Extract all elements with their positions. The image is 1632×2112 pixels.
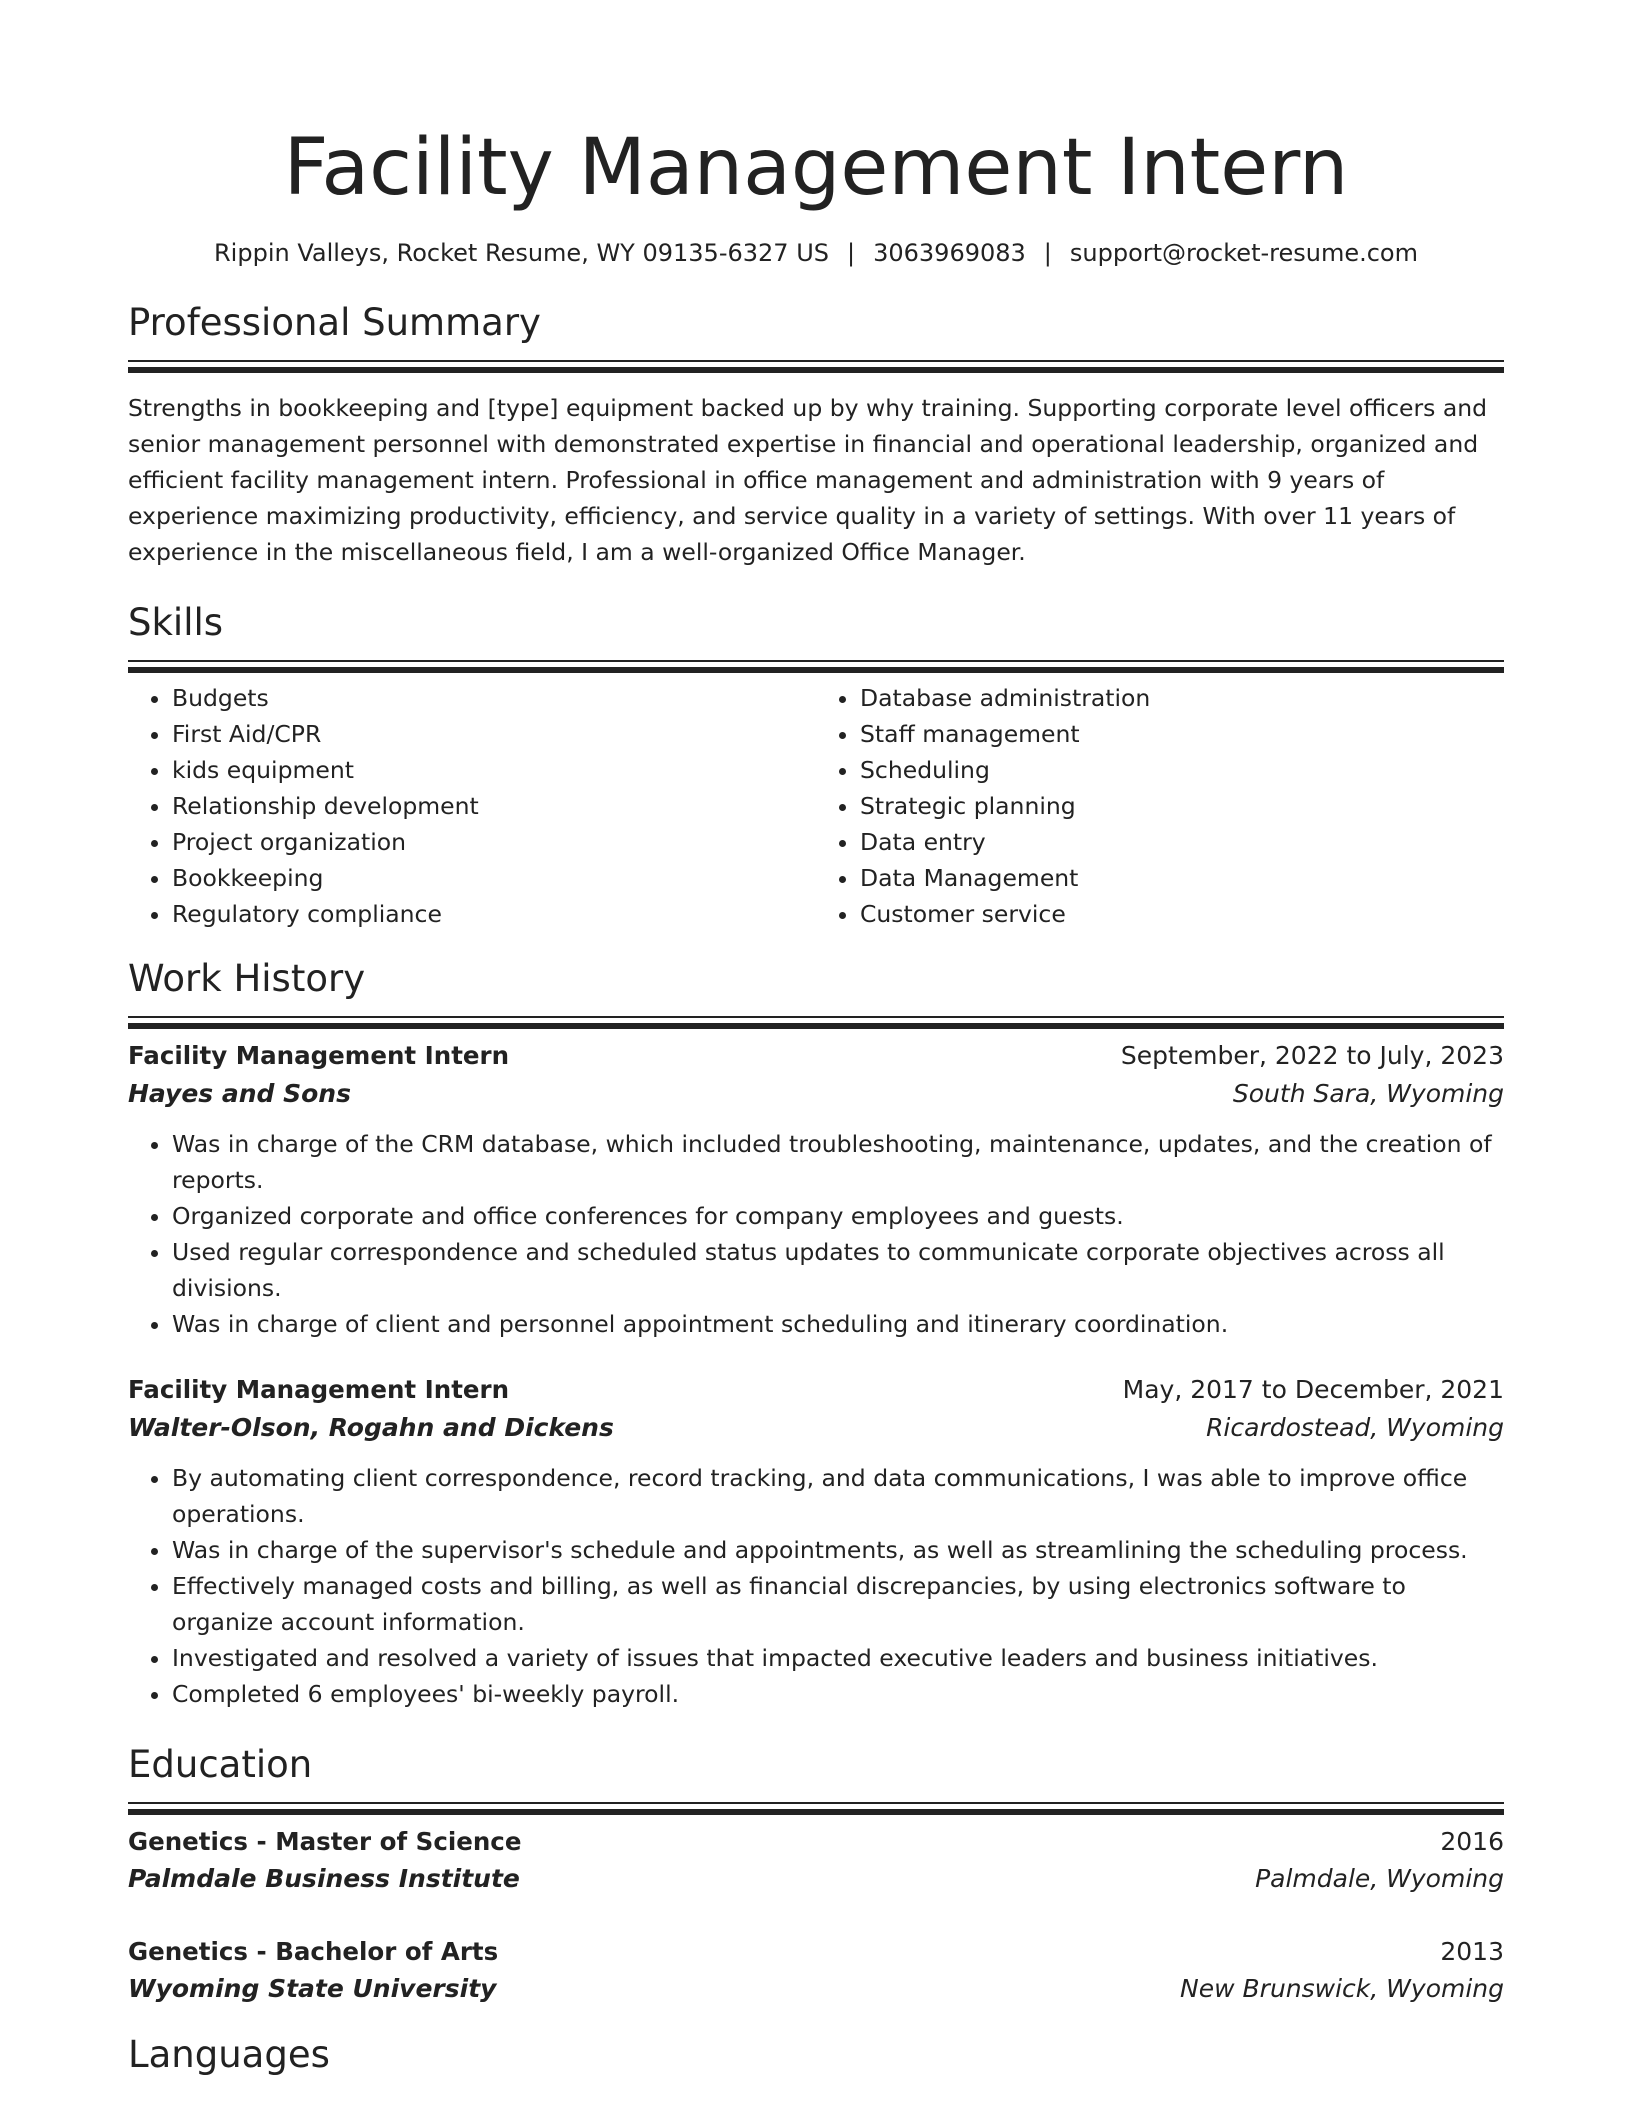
job-subheader bbox=[128, 1074, 1504, 1114]
section-divider bbox=[128, 1802, 1504, 1804]
contact-phone: 3063969083 bbox=[873, 239, 1026, 267]
contact-separator: | bbox=[1043, 239, 1052, 267]
job-location: Ricardostead, Wyoming bbox=[1206, 1413, 1504, 1442]
education-entry bbox=[128, 1934, 1504, 2008]
work-section bbox=[128, 954, 1504, 1712]
job-company: Hayes and Sons bbox=[128, 1079, 351, 1108]
education-location: Palmdale, Wyoming bbox=[1255, 1864, 1504, 1893]
skill-item: • Bookkeeping bbox=[172, 860, 816, 896]
skill-item: • Regulatory compliance bbox=[172, 896, 816, 932]
job-subheader bbox=[128, 1408, 1504, 1448]
education-location: New Brunswick, Wyoming bbox=[1180, 1974, 1504, 2003]
duty-item: • Effectively managed costs and billing, as well as financial discrepancies, by using electronics software to organize account information. bbox=[172, 1568, 1504, 1640]
summary-text: Strengths in bookkeeping and [type] equipment backed up by why training. Supporting corporate level officers and senior management personnel with demonstrated expertise in financial and operational leadership, organized and efficient facility management intern. Professional in office management and administration with 9 years of experience maximizing productivity, efficiency, and service quality in a variety of settings. With over 11 years of experience in the miscellaneous field, I am a well-organized Office Manager. bbox=[128, 394, 1488, 566]
summary-heading: Professional Summary bbox=[128, 301, 541, 344]
skills-heading: Skills bbox=[128, 601, 224, 644]
job-dates: September, 2022 to July, 2023 bbox=[1120, 1041, 1504, 1070]
skill-item: • Project organization bbox=[172, 824, 816, 860]
job-duties bbox=[128, 1126, 1504, 1342]
job-dates: May, 2017 to December, 2021 bbox=[1122, 1375, 1504, 1404]
duty-item: • Used regular correspondence and scheduled status updates to communicate corporate objectives across all divisions. bbox=[172, 1234, 1504, 1306]
skills-list-left bbox=[128, 680, 816, 932]
job-company: Walter-Olson, Rogahn and Dickens bbox=[128, 1413, 614, 1442]
skills-list-right bbox=[816, 680, 1504, 932]
education-section bbox=[128, 1740, 1504, 2008]
duty-item: • Was in charge of the CRM database, which included troubleshooting, maintenance, updates, and the creation of reports. bbox=[172, 1126, 1504, 1198]
education-year: 2013 bbox=[1440, 1937, 1504, 1966]
education-heading: Education bbox=[128, 1743, 313, 1786]
skills-columns bbox=[128, 680, 1504, 932]
duty-item: • By automating client correspondence, record tracking, and data communications, I was able to improve office operations. bbox=[172, 1460, 1504, 1532]
education-entry bbox=[128, 1824, 1504, 1898]
candidate-name: Facility Management Intern bbox=[283, 123, 1349, 213]
skill-item: • Customer service bbox=[860, 896, 1504, 932]
job-header bbox=[128, 1372, 1504, 1408]
education-subheader bbox=[128, 1970, 1504, 2008]
education-degree: Genetics - Master of Science bbox=[128, 1827, 522, 1856]
education-header bbox=[128, 1934, 1504, 1970]
section-divider bbox=[128, 660, 1504, 662]
skill-item: • Data entry bbox=[860, 824, 1504, 860]
contact-line bbox=[128, 238, 1504, 268]
duty-item: • Was in charge of client and personnel appointment scheduling and itinerary coordination. bbox=[172, 1306, 1504, 1342]
job-duties bbox=[128, 1460, 1504, 1712]
contact-address: Rippin Valleys, Rocket Resume, WY 09135-6327 US bbox=[214, 239, 829, 267]
skill-item: • Relationship development bbox=[172, 788, 816, 824]
languages-section bbox=[128, 2030, 1504, 2080]
skill-item: • Budgets bbox=[172, 680, 816, 716]
languages-heading: Languages bbox=[128, 2033, 330, 2076]
duty-item: • Organized corporate and office conferences for company employees and guests. bbox=[172, 1198, 1504, 1234]
education-header bbox=[128, 1824, 1504, 1860]
job-entry bbox=[128, 1038, 1504, 1342]
education-year: 2016 bbox=[1440, 1827, 1504, 1856]
job-entry bbox=[128, 1372, 1504, 1712]
section-divider bbox=[128, 360, 1504, 362]
skill-item: • Data Management bbox=[860, 860, 1504, 896]
education-school: Palmdale Business Institute bbox=[128, 1864, 520, 1893]
skill-item: • Scheduling bbox=[860, 752, 1504, 788]
contact-email: support@rocket-resume.com bbox=[1069, 239, 1418, 267]
skill-item: • Database administration bbox=[860, 680, 1504, 716]
education-degree: Genetics - Bachelor of Arts bbox=[128, 1937, 499, 1966]
job-title: Facility Management Intern bbox=[128, 1375, 510, 1404]
work-heading: Work History bbox=[128, 957, 366, 1000]
skill-item: • Strategic planning bbox=[860, 788, 1504, 824]
contact-separator: | bbox=[847, 239, 856, 267]
skills-section bbox=[128, 598, 1504, 932]
skill-item: • Staff management bbox=[860, 716, 1504, 752]
duty-item: • Completed 6 employees' bi-weekly payroll. bbox=[172, 1676, 1504, 1712]
education-subheader bbox=[128, 1860, 1504, 1898]
section-divider bbox=[128, 1016, 1504, 1018]
duty-item: • Was in charge of the supervisor's schedule and appointments, as well as streamlining the scheduling process. bbox=[172, 1532, 1504, 1568]
job-title: Facility Management Intern bbox=[128, 1041, 510, 1070]
job-header bbox=[128, 1038, 1504, 1074]
duty-item: • Investigated and resolved a variety of issues that impacted executive leaders and business initiatives. bbox=[172, 1640, 1504, 1676]
education-school: Wyoming State University bbox=[128, 1974, 497, 2003]
skill-item: • kids equipment bbox=[172, 752, 816, 788]
job-location: South Sara, Wyoming bbox=[1232, 1079, 1504, 1108]
summary-section bbox=[128, 298, 1504, 570]
skill-item: • First Aid/CPR bbox=[172, 716, 816, 752]
